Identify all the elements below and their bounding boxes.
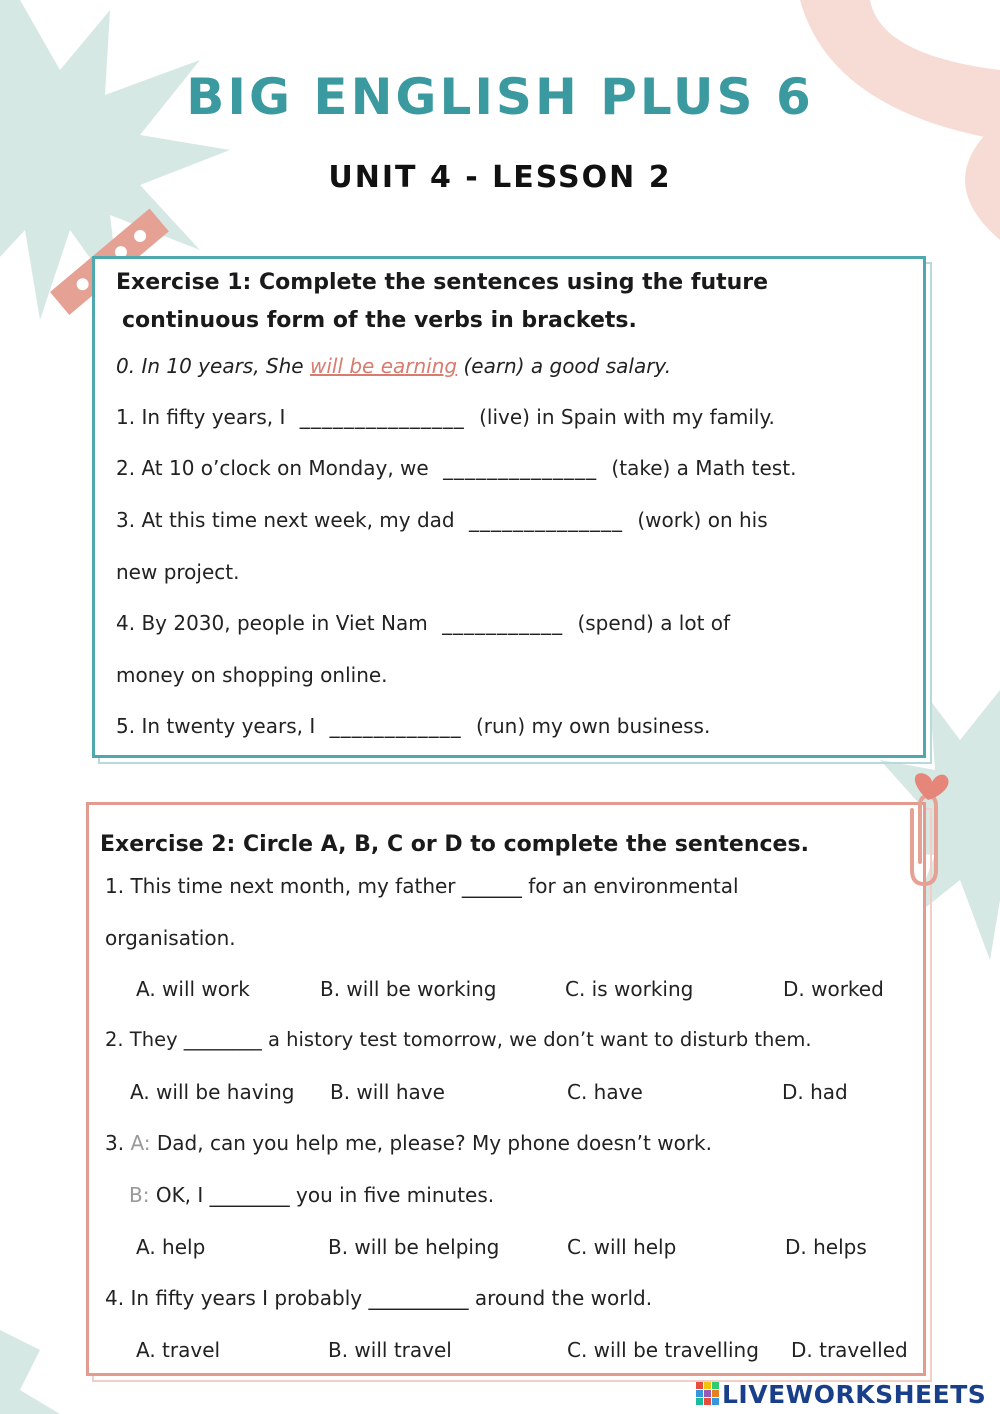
q3-option-a[interactable]: A. help <box>136 1235 206 1259</box>
liveworksheets-wordmark: LIVEWORKSHEETS <box>722 1380 987 1409</box>
answer-blank[interactable]: ______________ <box>443 456 598 480</box>
q4-option-d[interactable]: D. travelled <box>791 1338 908 1362</box>
example-answer: will be earning <box>309 354 458 378</box>
item-lead: 3. At this time next week, my dad <box>116 508 455 532</box>
item-lead: 1. In fifty years, I <box>116 405 286 429</box>
speaker-a-line: Dad, can you help me, please? My phone doesn’t work. <box>156 1131 712 1155</box>
exercise-1-item-4-continued: money on shopping online. <box>116 663 388 687</box>
liveworksheets-logo[interactable] <box>696 1378 996 1412</box>
exercise-2-question-2: 2. They ________ a history test tomorrow, we don’t want to disturb them. <box>105 1028 812 1051</box>
q3-option-c[interactable]: C. will help <box>567 1235 677 1259</box>
question-number: 3. <box>105 1131 125 1155</box>
item-tail: (work) on his <box>637 508 768 532</box>
example-text-before: 0. In 10 years, She <box>116 354 310 378</box>
q2-option-c[interactable]: C. have <box>567 1080 643 1104</box>
q1-option-b[interactable]: B. will be working <box>320 977 497 1001</box>
answer-blank[interactable]: ______________ <box>468 508 623 532</box>
example-text-after: (earn) a good salary. <box>457 354 672 378</box>
q2-option-b[interactable]: B. will have <box>330 1080 445 1104</box>
exercise-2-question-1: 1. This time next month, my father ______ for an environmental <box>105 874 739 898</box>
answer-blank[interactable]: ___________ <box>442 611 564 635</box>
q2-option-a[interactable]: A. will be having <box>130 1080 295 1104</box>
q1-option-d[interactable]: D. worked <box>783 977 884 1001</box>
item-tail: (spend) a lot of <box>577 611 731 635</box>
exercise-1-item-1 <box>116 405 775 429</box>
q3-option-b[interactable]: B. will be helping <box>328 1235 500 1259</box>
exercise-2-heading: Exercise 2: Circle A, B, C or D to complete the sentences. <box>100 832 809 857</box>
paperclip-heart-icon <box>890 770 960 890</box>
exercise-2-question-4: 4. In fifty years I probably __________ around the world. <box>105 1286 653 1310</box>
q4-option-c[interactable]: C. will be travelling <box>567 1338 759 1362</box>
exercise-1-item-3-continued: new project. <box>116 560 240 584</box>
exercise-1-example <box>116 354 671 378</box>
speaker-b-label: B: <box>129 1183 150 1207</box>
exercise-1-item-4 <box>116 611 730 635</box>
exercise-1-item-2 <box>116 456 796 480</box>
exercise-1-item-5 <box>116 714 710 738</box>
exercise-1-heading-line1: Exercise 1: Complete the sentences using the future <box>116 270 769 295</box>
q4-option-a[interactable]: A. travel <box>136 1338 221 1362</box>
exercise-2-question-3-line-a <box>105 1131 712 1155</box>
q1-option-a[interactable]: A. will work <box>136 977 250 1001</box>
starburst-shape-bottom-left <box>0 1330 60 1414</box>
item-tail: (take) a Math test. <box>611 456 797 480</box>
item-tail: (run) my own business. <box>475 714 711 738</box>
liveworksheets-logo-icon <box>696 1382 720 1410</box>
page-subtitle: UNIT 4 - LESSON 2 <box>328 160 672 195</box>
q1-option-c[interactable]: C. is working <box>565 977 694 1001</box>
speaker-b-line: OK, I ________ you in five minutes. <box>155 1183 495 1207</box>
speaker-a-label: A: <box>130 1131 151 1155</box>
item-tail: (live) in Spain with my family. <box>479 405 775 429</box>
exercise-2-question-1-continued: organisation. <box>105 926 236 950</box>
item-lead: 2. At 10 o’clock on Monday, we <box>116 456 429 480</box>
exercise-1-item-3 <box>116 508 768 532</box>
item-lead: 5. In twenty years, I <box>116 714 316 738</box>
answer-blank[interactable]: _______________ <box>299 405 465 429</box>
item-lead: 4. By 2030, people in Viet Nam <box>116 611 428 635</box>
exercise-1-heading-line2: continuous form of the verbs in brackets. <box>122 308 637 333</box>
q4-option-b[interactable]: B. will travel <box>328 1338 452 1362</box>
page-title: BIG ENGLISH PLUS 6 <box>186 68 814 126</box>
exercise-2-question-3-line-b <box>129 1183 494 1207</box>
q2-option-d[interactable]: D. had <box>782 1080 848 1104</box>
answer-blank[interactable]: ____________ <box>329 714 462 738</box>
q3-option-d[interactable]: D. helps <box>785 1235 867 1259</box>
